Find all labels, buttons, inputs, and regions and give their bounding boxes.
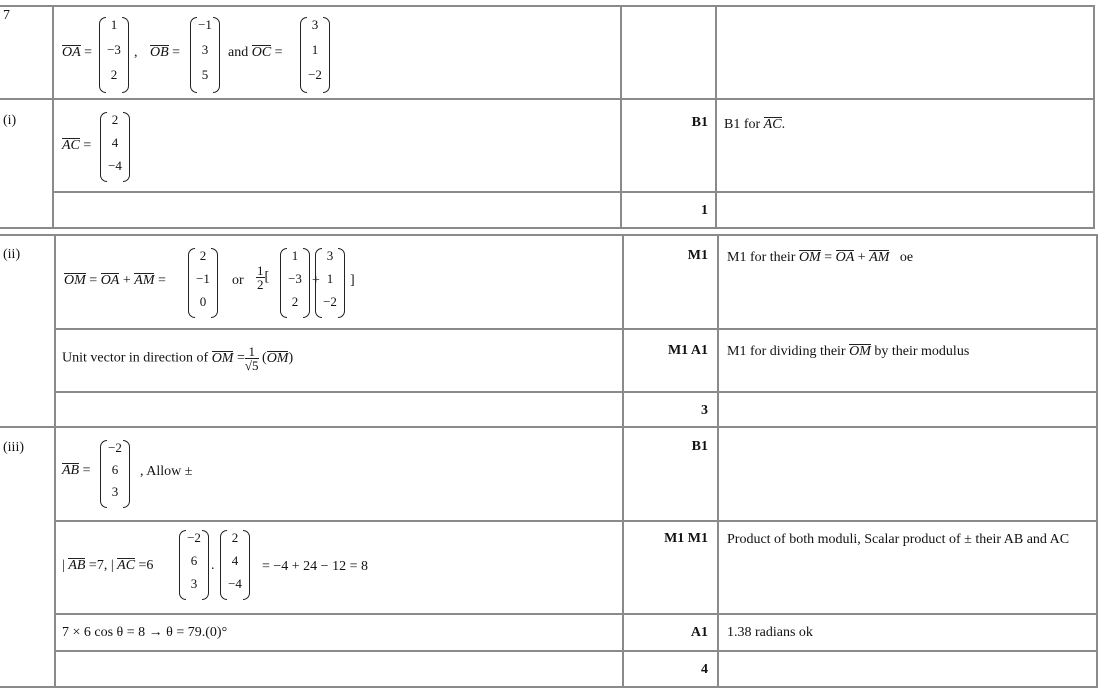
vector-ac: 2 4 −4 <box>100 112 130 182</box>
vector-om: 2 −1 0 <box>188 248 218 318</box>
vector-ob: −1 3 5 <box>190 17 220 93</box>
row-divider <box>52 191 1094 193</box>
mark: B1 <box>691 439 708 454</box>
question-number: 7 <box>3 8 10 23</box>
column-divider <box>52 5 54 229</box>
guidance-comment: Product of both moduli, Scalar product of ± their AB and AC <box>727 532 1070 547</box>
table-border <box>0 234 1097 236</box>
mark: B1 <box>691 115 708 130</box>
row-divider <box>55 328 1097 330</box>
row-divider <box>55 391 1097 393</box>
vector-ab: −2 6 3 <box>179 530 209 600</box>
vector-ab: −2 6 3 <box>100 440 130 508</box>
table-border <box>1093 5 1095 229</box>
mark: M1 A1 <box>667 343 708 358</box>
row-divider <box>55 613 1097 615</box>
part-total: 4 <box>701 662 708 677</box>
dot-product: . <box>211 558 215 573</box>
part-label: (iii) <box>3 440 24 455</box>
unit-vector-line: Unit vector in direction of OM = $\frac{1}{√5}$ (OM) <box>62 344 294 373</box>
guidance-comment: 1.38 radians ok <box>727 625 813 640</box>
mark: M1 <box>687 248 708 263</box>
scalar-product-result: = −4 + 24 − 12 = 8 <box>262 559 368 574</box>
part-label: (i) <box>3 113 17 128</box>
part-total: 1 <box>701 203 708 218</box>
guidance-comment: M1 for their OM = OA + AM oe <box>727 250 914 265</box>
angle-line: 7 × 6 cos θ = 8 → θ = 79.(0)° <box>62 625 228 640</box>
table-border <box>0 686 1097 688</box>
plus: + <box>312 273 320 288</box>
half-fraction: $\frac{1}{2}$ [ <box>257 263 270 292</box>
vector-ob-label: OB = <box>150 45 181 60</box>
mark: A1 <box>690 625 708 640</box>
vector-oc: 3 1 −2 <box>315 248 345 318</box>
vector-oc-label: and OC = <box>228 45 283 60</box>
moduli-line: | AB =7, | AC =6 <box>62 558 154 573</box>
row-divider <box>55 650 1097 652</box>
vector-ab-label: AB = <box>62 463 91 478</box>
mark: M1 M1 <box>664 531 708 546</box>
part-total: 3 <box>701 403 708 418</box>
column-divider <box>622 234 624 688</box>
vector-oc: 3 1 −2 <box>300 17 330 93</box>
table-border <box>1096 234 1098 688</box>
row-divider <box>0 426 1097 428</box>
column-divider <box>620 5 622 229</box>
allow-note: , Allow ± <box>140 464 193 479</box>
column-divider <box>715 5 717 229</box>
vector-oa-label: OA = <box>62 45 93 60</box>
row-divider <box>55 520 1097 522</box>
guidance-comment: M1 for dividing their OM by their modulus <box>727 344 970 359</box>
row-divider <box>0 98 1094 100</box>
vector-oa: 1 −3 2 <box>280 248 310 318</box>
vector-ac: 2 4 −4 <box>220 530 250 600</box>
vector-oa: 1 −3 2 <box>99 17 129 93</box>
om-equation: OM = OA + AM = <box>64 273 166 288</box>
table-border <box>0 227 1094 229</box>
column-divider <box>717 234 719 688</box>
column-divider <box>54 234 56 688</box>
guidance-comment: B1 for AC. <box>724 117 786 132</box>
comma: , <box>134 45 138 60</box>
part-label: (ii) <box>3 247 21 262</box>
or-text: or <box>232 273 244 288</box>
close-bracket: ] <box>350 273 355 288</box>
table-border <box>0 5 1094 7</box>
vector-ac-label: AC = <box>62 138 92 153</box>
